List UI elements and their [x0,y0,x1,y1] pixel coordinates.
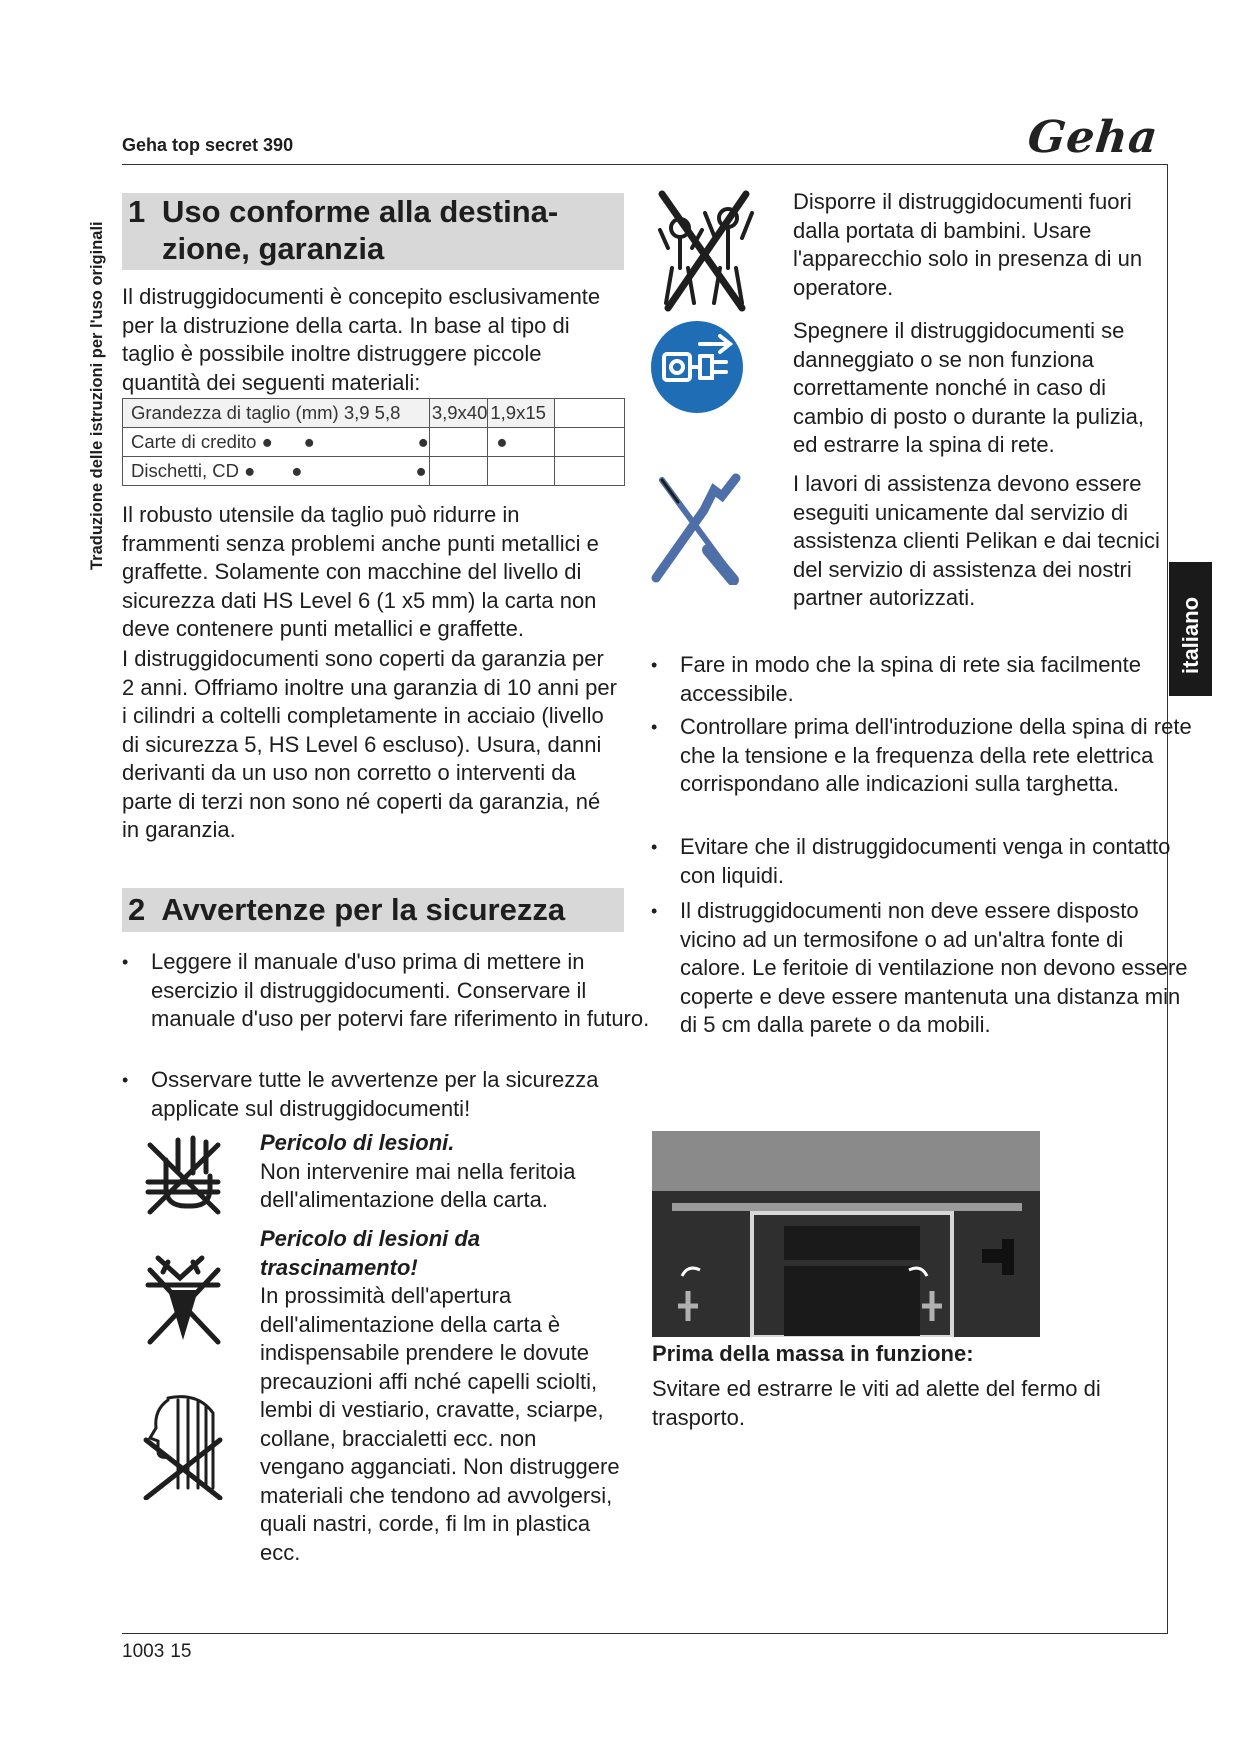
children-warning-text: Disporre il distruggidocumenti fuori dalla portata di bambini. Usare l'apparecchio solo in presenza di un operatore. [793,189,1143,300]
bullet-text: Controllare prima dell'introduzione della spina di rete che la tensione e la frequenza della rete elettrica corrispondano alle indicazioni sulla targhetta. [680,714,1192,796]
table-mark: ● [415,460,427,481]
list-item [122,1066,654,1123]
table-mark: ● [417,431,429,452]
document-title: Geha top secret 390 [122,135,294,155]
list-item [651,651,1192,708]
section1-para2: Il robusto utensile da taglio può ridurre in frammenti senza problemi anche punti metallici e graffette. Solamente con macchine del livello di sicurezza dati HS Level 6 (1 x5 mm) la carta non deve contenere punti metallici e graffette. [122,502,599,641]
footer-rule [122,1633,1168,1634]
table-mark: ● [291,460,303,481]
table-header-cell [555,399,625,428]
service-warning-text: I lavori di assistenza devono essere eseguiti unicamente dal servizio di assistenza clienti Pelikan e dai tecnici del servizio di assistenza dei nostri partner autorizzati. [793,471,1160,610]
warning-injury-title: Pericolo di lesioni. [260,1130,455,1155]
section2-heading [122,888,624,932]
bullet-text: Il distruggidocumenti non deve essere disposto vicino ad un termosifone o ad un'altra fonte di calore. Le feritoie di ventilazione non devono essere coperte e deve essere mantenuta una distanza min di 5 cm dalla parete o da mobili. [680,898,1188,1037]
list-item [122,948,654,1034]
table-row-cell [488,457,555,486]
list-item [651,833,1192,890]
table-row-cell [429,428,488,457]
hair-warning-icon [138,1390,228,1500]
table-row-cell: ● [488,428,555,457]
warning-injury [260,1129,626,1215]
table-row [123,457,625,486]
hand-warning-icon [138,1130,228,1220]
table-header-cell: 1,9x15 [488,399,555,428]
section1-para3: I distruggidocumenti sono coperti da garanzia per 2 anni. Offriamo inoltre una garanzia di 10 anni per i cilindri a coltelli completamente in acciaio (livello di sicurezza 5, HS Level 6 escluso). Usura, danni derivanti da un uso non corretto o interventi da parte di terzi non sono né coperti da garanzia, né in garanzia. [122,646,617,842]
bullet-text: Osservare tutte le avvertenze per la sicurezza applicate sul distruggidocumenti! [151,1067,599,1121]
table-header-row [123,399,625,428]
table-header-cell: 3,9x40 [429,399,488,428]
table-row [123,428,625,457]
table-row-label: Carte di credito [131,431,257,452]
bullet-text: Leggere il manuale d'uso prima di mettere in esercizio il distruggidocumenti. Conservare il manuale d'uso per potervi fare riferimento in futuro. [151,949,650,1031]
side-label: Traduzione delle istruzioni per l'uso originali [88,221,106,570]
caption-text: Svitare ed estrarre le viti ad alette del fermo di trasporto. [652,1376,1101,1430]
brand-logo: Geha [1025,112,1161,163]
section2-title: Avvertenze per la sicurezza [161,892,566,927]
table-row-cell [123,457,430,486]
table-row-cell [555,428,625,457]
unplug-warning-text: Spegnere il distruggidocumenti se danneggiato o se non funziona correttamente nonché in caso di cambio di posto o durante la pulizia, ed estrarre la spina di rete. [793,318,1144,457]
warning-entanglement-text: In prossimità dell'apertura dell'alimentazione della carta è indispensabile prendere le dovute precauzioni affi nché capelli sciolti, lembi di vestiario, cravatte, sciarpe, collane, braccialetti ecc. non vengano agganciati. Non distruggere materiali che tendono ad avvolgersi, quali nastri, corde, fi lm in plastica ecc. [260,1283,620,1565]
warning-entanglement [260,1225,626,1567]
caption-title: Prima della massa in funzione: [652,1341,974,1366]
section1-number: 1 [128,194,146,229]
bullet-text: Evitare che il distruggidocumenti venga in contatto con liquidi. [680,834,1171,888]
list-item [651,897,1192,1040]
table-row-label: Dischetti, CD [131,460,239,481]
unplug-icon [650,320,744,414]
header-rule [122,164,1168,165]
section1-title-line2: zione, garanzia [162,231,385,266]
table-mark: ● [244,460,256,481]
tools-icon [648,470,748,585]
page-number: 15 [170,1641,192,1662]
warning-entanglement-title: Pericolo di lesioni da trascinamento! [260,1226,481,1280]
section2-number: 2 [128,892,146,927]
document-code: 1003 [122,1641,165,1662]
list-item [651,713,1192,799]
table-row-cell [429,457,488,486]
section1-heading [122,193,624,270]
shredder-photo-graphic [652,1131,1040,1337]
entanglement-warning-icon [138,1250,228,1350]
table-row-cell [123,428,430,457]
table-mark: ● [261,431,273,452]
table-row-cell [555,457,625,486]
section1-title-line1: Uso conforme alla destina- [162,194,559,229]
materials-table [122,398,625,486]
shredder-photo [652,1131,1040,1337]
section1-para1: Il distruggidocumenti è concepito esclusivamente per la distruzione della carta. In base al tipo di taglio è possibile inoltre distruggere piccole quantità dei seguenti materiali: [122,284,601,395]
table-header-cell: Grandezza di taglio (mm) 3,9 5,8 [123,399,430,428]
bullet-text: Fare in modo che la spina di rete sia facilmente accessibile. [680,652,1142,706]
warning-injury-text: Non intervenire mai nella feritoia dell'alimentazione della carta. [260,1158,576,1212]
page-footer [122,1641,191,1663]
table-mark: ● [303,431,315,452]
language-tab-label: italiano [1178,596,1203,674]
no-children-icon [650,188,760,313]
